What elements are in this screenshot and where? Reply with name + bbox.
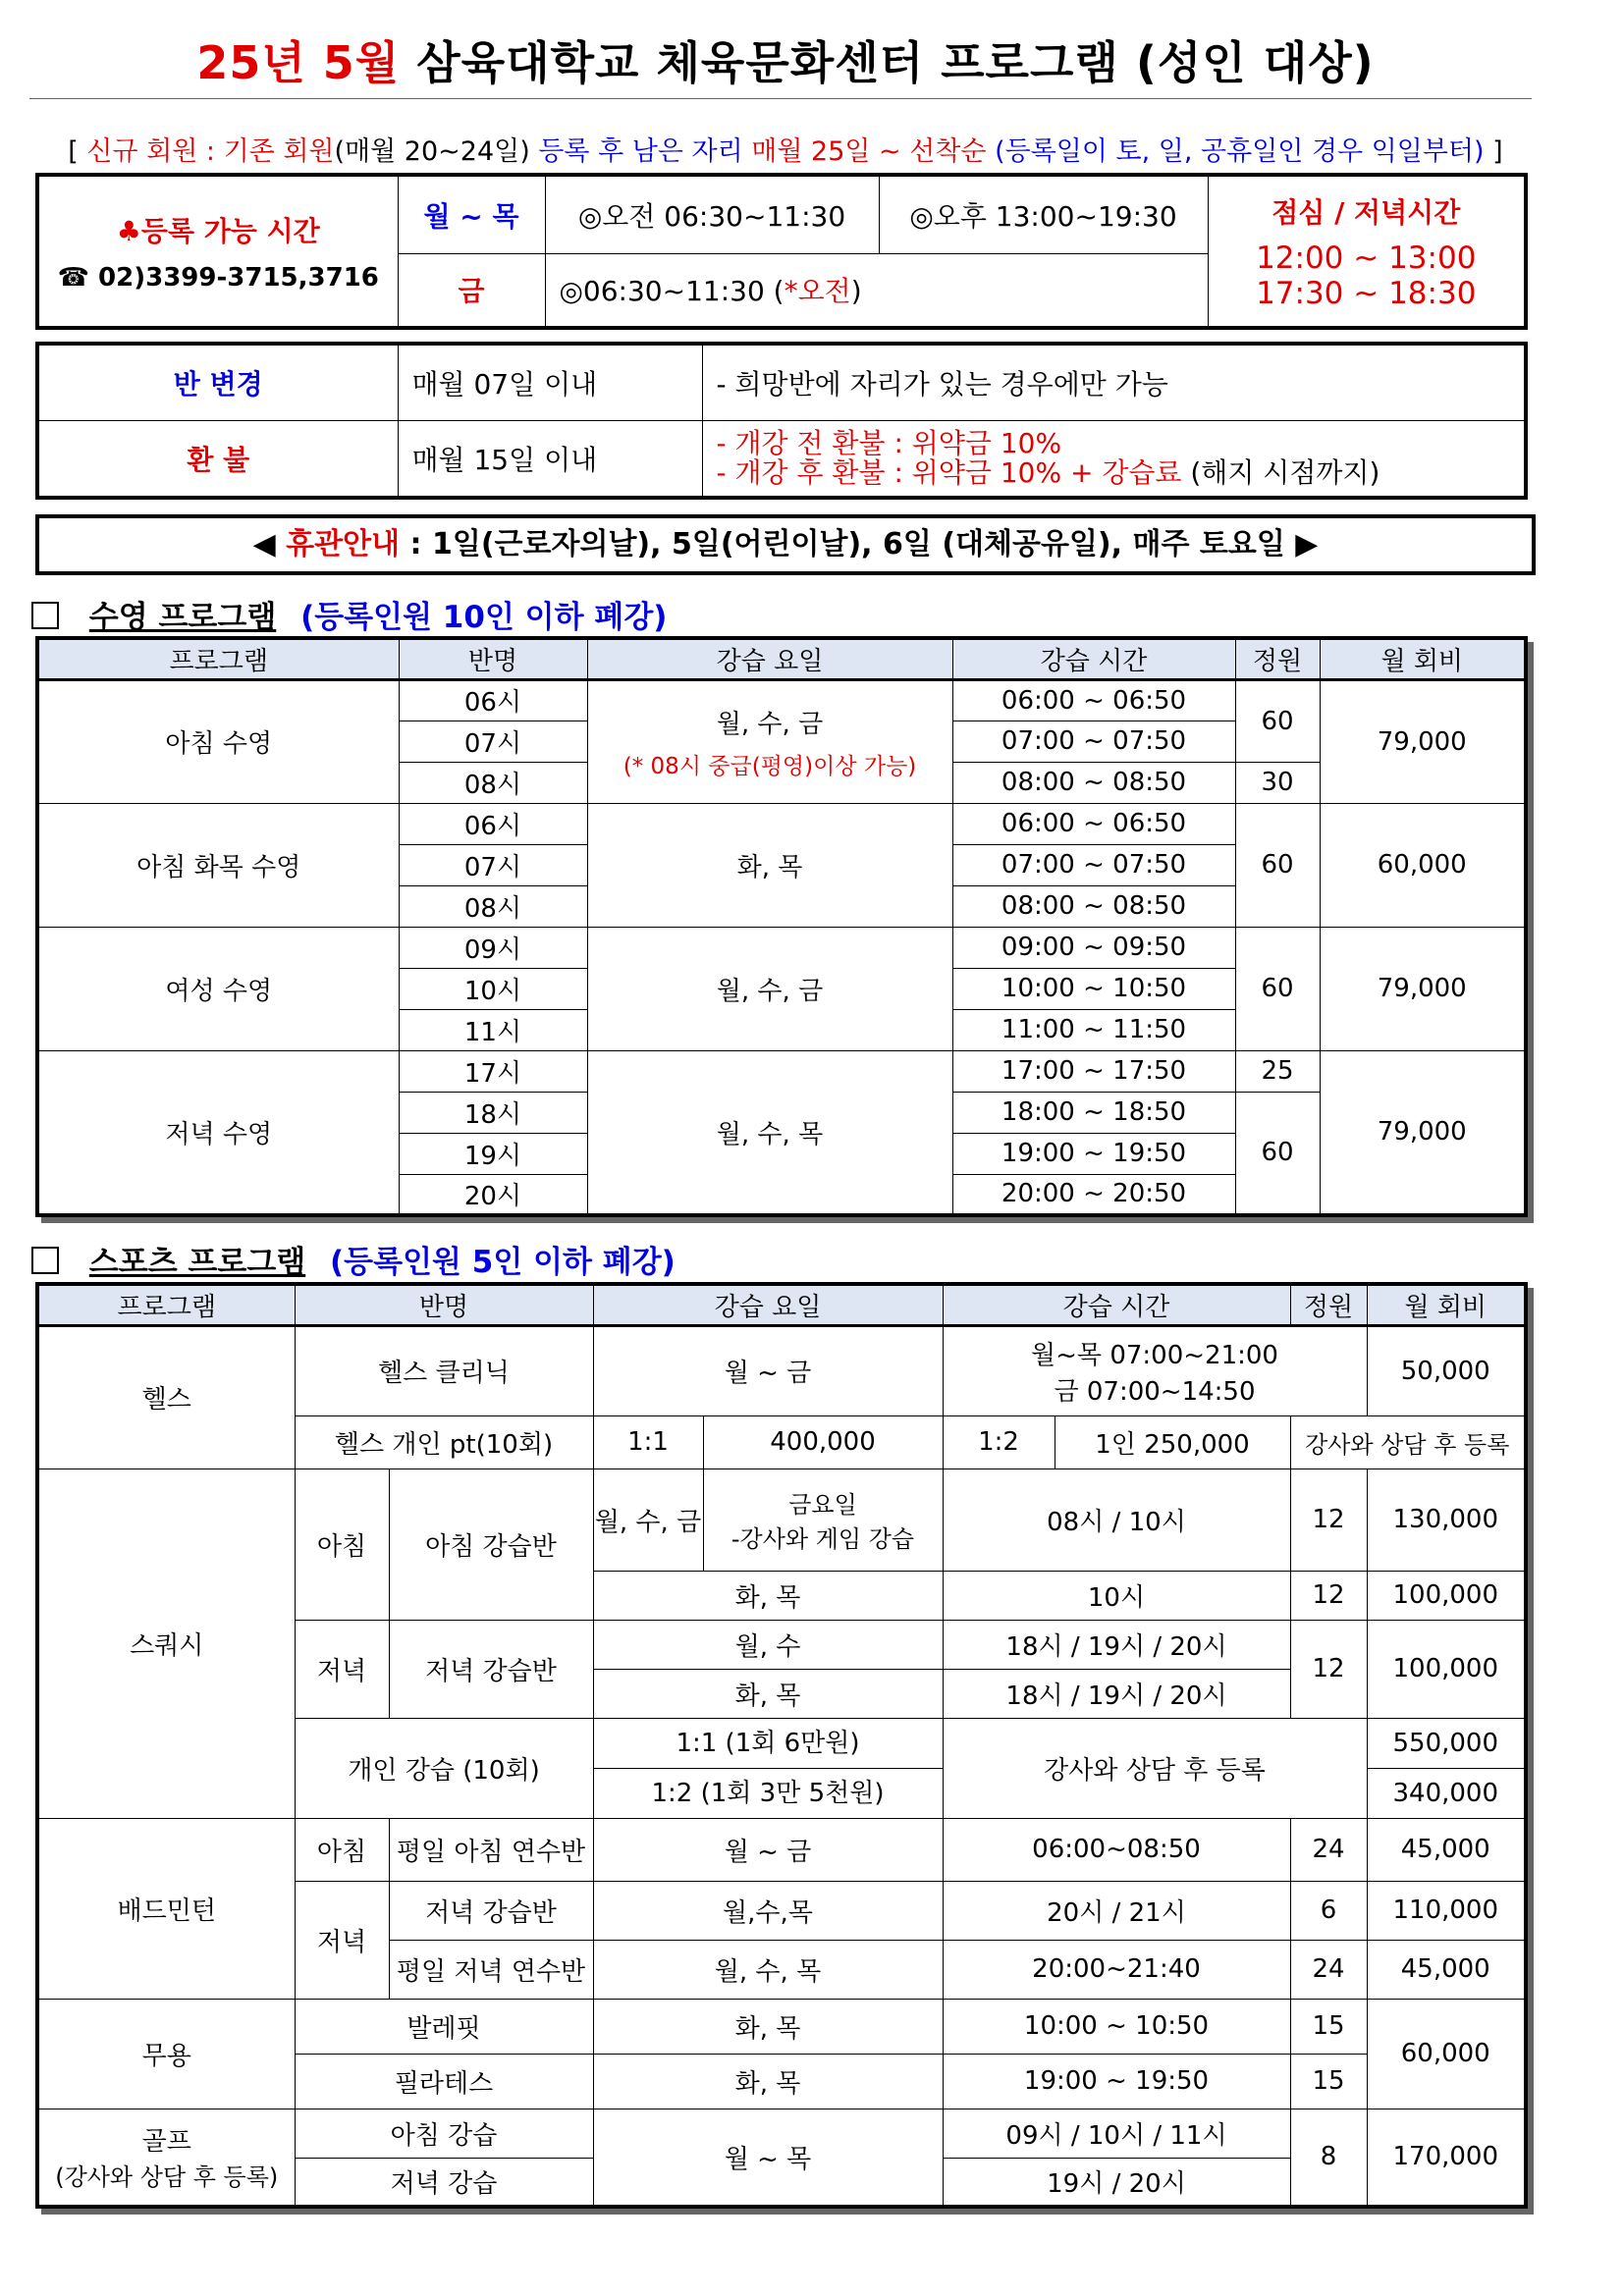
capacity: 25 xyxy=(1235,1050,1320,1092)
break-title: 점심 / 저녁시간 xyxy=(1271,196,1461,229)
class-time: 19:00 ~ 19:50 xyxy=(943,2054,1290,2109)
class-time: 06:00~08:50 xyxy=(943,1818,1290,1881)
col-header: 강습 시간 xyxy=(943,1284,1290,1325)
refund-note xyxy=(702,421,1526,499)
class-name: 필라테스 xyxy=(295,2054,593,2109)
class-name: 저녁 강습반 xyxy=(389,1620,593,1718)
class-name: 06시 xyxy=(399,679,587,721)
days-note: (* 08시 중급(평영)이상 가능) xyxy=(622,753,917,779)
class-time: 18:00 ~ 18:50 xyxy=(952,1092,1235,1133)
program-days: 월,수,목 xyxy=(593,1881,943,1940)
hours-mon-thu: 월 ~ 목 xyxy=(398,175,545,253)
title-date: 25년 5월 xyxy=(196,36,401,89)
class-time: 06:00 ~ 06:50 xyxy=(952,679,1235,721)
class-name: 아침 강습 xyxy=(295,2109,593,2158)
program-name: 배드민턴 xyxy=(37,1818,295,1999)
capacity: 12 xyxy=(1290,1468,1367,1571)
class-name: 08시 xyxy=(399,762,587,803)
program-days: 월, 수, 금 xyxy=(587,927,952,1050)
class-time: 06:00 ~ 06:50 xyxy=(952,803,1235,844)
class-time: 10:00 ~ 10:50 xyxy=(943,1999,1290,2054)
notice-red2: 매월 25일 ~ 선착순 xyxy=(751,136,987,167)
swim-heading xyxy=(31,592,667,636)
class-name: 헬스 클리닉 xyxy=(295,1325,593,1415)
hours-fri-time: ◎06:30~11:30 (*오전) xyxy=(545,253,1208,328)
class-time: 08:00 ~ 08:50 xyxy=(952,762,1235,803)
capacity: 24 xyxy=(1290,1818,1367,1881)
program-name: 스쿼시 xyxy=(37,1468,295,1818)
refund-after: - 개강 후 환불 : 위약금 10% + 강습료 xyxy=(716,456,1182,489)
hours-fri: 금 xyxy=(398,253,545,328)
class-name: 07시 xyxy=(399,721,587,762)
class-name: 08시 xyxy=(399,885,587,927)
program-days: 월, 수, 금 xyxy=(593,1468,703,1571)
program-days: 화, 목 xyxy=(593,1669,943,1718)
sports-header-row xyxy=(37,1284,1526,1325)
days-text: 월, 수, 금 xyxy=(716,709,824,739)
closed-label: 휴관안내 xyxy=(286,527,401,561)
class-name: 07시 xyxy=(399,844,587,885)
program-name: 아침 수영 xyxy=(37,679,399,803)
class-name: 저녁 강습반 xyxy=(389,1881,593,1940)
hours-pm: ◎오후 13:00~19:30 xyxy=(879,175,1208,253)
hours-phone: ☎ 02)3399-3715,3716 xyxy=(57,263,379,293)
capacity: 60 xyxy=(1235,1092,1320,1215)
class-name: 평일 저녁 연수반 xyxy=(389,1940,593,1999)
monthly-fee: 100,000 xyxy=(1367,1571,1526,1620)
change-note: - 희망반에 자리가 있는 경우에만 가능 xyxy=(702,344,1526,421)
class-time: 08:00 ~ 08:50 xyxy=(952,885,1235,927)
change-label: 반 변경 xyxy=(37,344,398,421)
friday-note xyxy=(703,1468,943,1571)
monthly-fee: 79,000 xyxy=(1320,927,1526,1050)
change-when: 매월 07일 이내 xyxy=(398,344,702,421)
capacity: 15 xyxy=(1290,2054,1367,2109)
time-of-day: 저녁 xyxy=(295,1620,389,1718)
fri-time: ◎06:30~11:30 ( xyxy=(559,275,784,308)
program-name: 무용 xyxy=(37,1999,295,2109)
class-name: 06시 xyxy=(399,803,587,844)
capacity: 12 xyxy=(1290,1620,1367,1718)
break-cell xyxy=(1208,175,1526,328)
capacity: 60 xyxy=(1235,927,1320,1050)
class-time: 17:00 ~ 17:50 xyxy=(952,1050,1235,1092)
class-time: 07:00 ~ 07:50 xyxy=(952,721,1235,762)
capacity: 15 xyxy=(1290,1999,1367,2054)
class-name: 18시 xyxy=(399,1092,587,1133)
swim-heading-note: (등록인원 10인 이하 폐강) xyxy=(300,600,668,635)
monthly-fee: 110,000 xyxy=(1367,1881,1526,1940)
notice-red1: 신규 회원 : 기존 회원 xyxy=(86,136,335,167)
capacity: 60 xyxy=(1235,803,1320,927)
class-time: 11:00 ~ 11:50 xyxy=(952,1009,1235,1050)
sports-heading xyxy=(31,1237,676,1281)
page-title xyxy=(29,27,1542,92)
title-text: 삼육대학교 체육문화센터 프로그램 (성인 대상) xyxy=(416,36,1375,89)
swim-header-row xyxy=(37,638,1526,679)
monthly-fee: 79,000 xyxy=(1320,679,1526,803)
friday-text: -강사와 게임 강습 xyxy=(730,1525,915,1553)
class-time: 18시 / 19시 / 20시 xyxy=(943,1669,1290,1718)
program-name: 아침 화목 수영 xyxy=(37,803,399,927)
col-header: 정원 xyxy=(1235,638,1320,679)
program-days: 월 ~ 금 xyxy=(593,1818,943,1881)
program-days: 화, 목 xyxy=(593,2054,943,2109)
monthly-fee: 170,000 xyxy=(1367,2109,1526,2207)
col-header: 정원 xyxy=(1290,1284,1367,1325)
capacity: 8 xyxy=(1290,2109,1367,2207)
program-days: 화, 목 xyxy=(593,1999,943,2054)
class-name: 19시 xyxy=(399,1133,587,1174)
monthly-fee: 100,000 xyxy=(1367,1620,1526,1718)
class-name: 10시 xyxy=(399,968,587,1009)
class-name: 발레핏 xyxy=(295,1999,593,2054)
class-time: 19시 / 20시 xyxy=(943,2158,1290,2207)
program-days: 월, 수 xyxy=(593,1620,943,1669)
time-line: 월~목 07:00~21:00 xyxy=(1031,1340,1278,1370)
refund-when: 매월 15일 이내 xyxy=(398,421,702,499)
class-time: 08시 / 10시 xyxy=(943,1468,1290,1571)
private-option: 1:1 (1회 6만원) xyxy=(594,1719,943,1769)
col-header: 프로그램 xyxy=(37,638,399,679)
refund-before: - 개강 전 환불 : 위약금 10% xyxy=(716,427,1062,459)
class-name: 헬스 개인 pt(10회) xyxy=(295,1415,593,1468)
registration-notice: [ 신규 회원 : 기존 회원(매월 20~24일) 등록 후 남은 자리 매월 25일 ~ 선착순 (등록일이 토, 일, 공휴일인 경우 익일부터) ] xyxy=(68,136,1503,167)
program-name: 저녁 수영 xyxy=(37,1050,399,1215)
program-days: 월, 수, 목 xyxy=(587,1050,952,1215)
class-time: 07:00 ~ 07:50 xyxy=(952,844,1235,885)
capacity: 30 xyxy=(1235,762,1320,803)
time-line: 금 07:00~14:50 xyxy=(1054,1376,1256,1407)
class-time: 20시 / 21시 xyxy=(943,1881,1290,1940)
notice-blue2: (등록일이 토, 일, 공휴일인 경우 익일부터) xyxy=(995,136,1485,167)
hours-am: ◎오전 06:30~11:30 xyxy=(545,175,879,253)
pt-fee: 400,000 xyxy=(703,1415,943,1468)
class-time: 20:00~21:40 xyxy=(943,1940,1290,1999)
pt-note: 강사와 상담 후 등록 xyxy=(1290,1415,1526,1468)
capacity: 12 xyxy=(1290,1571,1367,1620)
hours-label-cell xyxy=(37,175,398,328)
private-note: 강사와 상담 후 등록 xyxy=(943,1718,1367,1818)
monthly-fee: 45,000 xyxy=(1367,1940,1526,1999)
friday-label: 금요일 xyxy=(788,1491,857,1519)
class-name: 평일 아침 연수반 xyxy=(389,1818,593,1881)
class-time: 10:00 ~ 10:50 xyxy=(952,968,1235,1009)
program-name xyxy=(37,2109,295,2207)
col-header: 월 회비 xyxy=(1367,1284,1526,1325)
capacity: 6 xyxy=(1290,1881,1367,1940)
class-time: 09시 / 10시 / 11시 xyxy=(943,2109,1290,2158)
monthly-fee: 130,000 xyxy=(1367,1468,1526,1571)
sports-table xyxy=(35,1282,1528,2209)
col-header: 월 회비 xyxy=(1320,638,1526,679)
private-option: 1:2 (1회 3만 5천원) xyxy=(651,1778,885,1808)
class-name: 11시 xyxy=(399,1009,587,1050)
monthly-fee: 550,000 xyxy=(1368,1719,1525,1769)
policy-table xyxy=(35,342,1528,500)
class-time: 18시 / 19시 / 20시 xyxy=(943,1620,1290,1669)
program-name: 헬스 xyxy=(37,1325,295,1468)
checkbox-icon xyxy=(31,1247,59,1274)
pt-type: 1:2 xyxy=(943,1415,1055,1468)
class-name: 09시 xyxy=(399,927,587,968)
col-header: 프로그램 xyxy=(37,1284,295,1325)
hours-label: ♣등록 가능 시간 xyxy=(116,215,320,247)
col-header: 강습 시간 xyxy=(952,638,1235,679)
private-options xyxy=(593,1718,943,1818)
capacity: 60 xyxy=(1235,679,1320,762)
monthly-fee: 79,000 xyxy=(1320,1050,1526,1215)
closure-notice: ◀ 휴관안내 : 1일(근로자의날), 5일(어린이날), 6일 (대체공유일), 매주 토요일 ▶ xyxy=(35,514,1536,575)
program-days: 화, 목 xyxy=(593,1571,943,1620)
sports-heading-text: 스포츠 프로그램 xyxy=(88,1245,306,1280)
golf-note: (강사와 상담 후 등록) xyxy=(55,2163,279,2192)
capacity: 24 xyxy=(1290,1940,1367,1999)
time-of-day: 아침 xyxy=(295,1818,389,1881)
registration-hours-table xyxy=(35,173,1528,330)
golf-name: 골프 xyxy=(141,2127,191,2158)
class-time: 10시 xyxy=(943,1571,1290,1620)
monthly-fee: 60,000 xyxy=(1320,803,1526,927)
closed-text: : 1일(근로자의날), 5일(어린이날), 6일 (대체공유일), 매주 토요일 xyxy=(409,527,1285,561)
col-header: 강습 요일 xyxy=(593,1284,943,1325)
class-time xyxy=(943,1325,1367,1415)
pt-type: 1:1 xyxy=(593,1415,703,1468)
checkbox-icon xyxy=(31,602,59,629)
private-fees xyxy=(1367,1718,1526,1818)
refund-label: 환 불 xyxy=(37,421,398,499)
program-name: 여성 수영 xyxy=(37,927,399,1050)
class-name: 개인 강습 (10회) xyxy=(295,1718,593,1818)
col-header: 강습 요일 xyxy=(587,638,952,679)
monthly-fee: 60,000 xyxy=(1367,1999,1526,2109)
program-days: 월 ~ 금 xyxy=(593,1325,943,1415)
program-days: 화, 목 xyxy=(587,803,952,927)
class-name: 17시 xyxy=(399,1050,587,1092)
swim-heading-text: 수영 프로그램 xyxy=(88,600,277,635)
monthly-fee: 45,000 xyxy=(1367,1818,1526,1881)
title-divider xyxy=(29,98,1532,99)
program-days xyxy=(587,679,952,803)
class-time: 20:00 ~ 20:50 xyxy=(952,1174,1235,1215)
break-lunch: 12:00 ~ 13:00 xyxy=(1256,240,1477,276)
monthly-fee: 50,000 xyxy=(1367,1325,1526,1415)
time-of-day: 아침 xyxy=(295,1468,389,1620)
col-header: 반명 xyxy=(295,1284,593,1325)
break-dinner: 17:30 ~ 18:30 xyxy=(1256,276,1477,311)
sports-heading-note: (등록인원 5인 이하 폐강) xyxy=(330,1245,676,1280)
program-days: 월 ~ 목 xyxy=(593,2109,943,2207)
class-time: 09:00 ~ 09:50 xyxy=(952,927,1235,968)
refund-after-tail: (해지 시점까지) xyxy=(1181,456,1380,489)
class-name: 저녁 강습 xyxy=(295,2158,593,2207)
class-name: 20시 xyxy=(399,1174,587,1215)
program-days: 월, 수, 목 xyxy=(593,1940,943,1999)
col-header: 반명 xyxy=(399,638,587,679)
class-time: 19:00 ~ 19:50 xyxy=(952,1133,1235,1174)
class-name: 아침 강습반 xyxy=(389,1468,593,1620)
notice-blue1: 등록 후 남은 자리 xyxy=(538,136,743,167)
time-of-day: 저녁 xyxy=(295,1881,389,1999)
monthly-fee: 340,000 xyxy=(1392,1778,1499,1808)
notice-black1: (매월 20~24일) xyxy=(334,136,530,167)
fri-note: *오전 xyxy=(784,275,851,308)
pt-fee: 1인 250,000 xyxy=(1055,1415,1290,1468)
swim-table xyxy=(35,636,1528,1217)
